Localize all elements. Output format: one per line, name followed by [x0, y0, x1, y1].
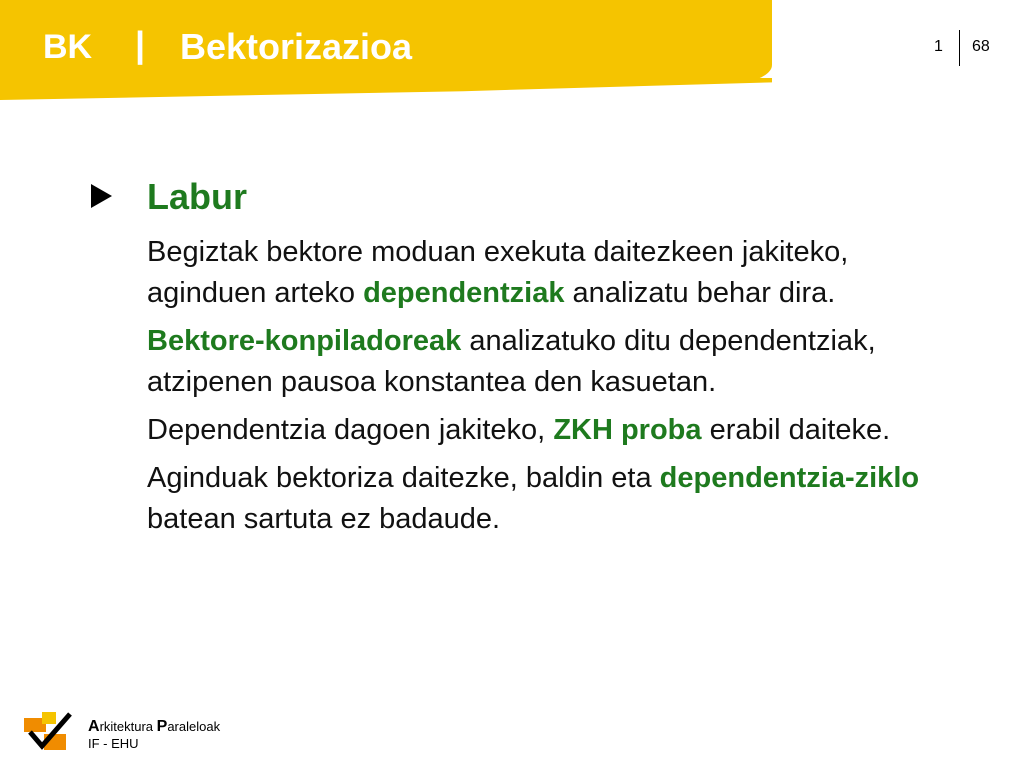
- paragraph-3: [147, 410, 967, 451]
- footer-faculty: IF - EHU: [88, 736, 139, 751]
- paragraph-text: erabil daiteke.: [701, 414, 891, 446]
- course-code: BK: [43, 28, 93, 66]
- slide-title: Bektorizazioa: [180, 26, 413, 67]
- paragraph-2: [147, 321, 967, 403]
- page-total: 68: [972, 38, 990, 55]
- slide-body: [147, 232, 967, 547]
- section-title: Labur: [147, 176, 248, 217]
- paragraph-1: [147, 232, 967, 314]
- paragraph-text: analizatuko ditu dependentziak, atzipenen pausoa konstantea den kasuetan.: [147, 325, 876, 398]
- page-divider: [959, 30, 960, 66]
- highlight-term: Bektore-konpiladoreak: [147, 325, 462, 357]
- paragraph-4: [147, 458, 967, 540]
- paragraph-text: batean sartuta ez badaude.: [147, 503, 501, 535]
- header-separator: |: [135, 24, 146, 65]
- paragraph-text: Dependentzia dagoen jakiteko,: [147, 414, 554, 446]
- highlight-term: dependentziak: [363, 277, 565, 309]
- highlight-term: dependentzia-ziklo: [659, 462, 920, 494]
- paragraph-text: analizatu behar dira.: [564, 277, 836, 309]
- paragraph-text: Begiztak bektore moduan exekuta daitezkeen jakiteko, aginduen arteko: [147, 236, 849, 309]
- page-current: 1: [934, 38, 943, 55]
- paragraph-text: Aginduak bektoriza daitezke, baldin eta: [147, 462, 660, 494]
- checkmark-logo-icon: [24, 712, 74, 752]
- footer-institution: Arkitektura Paraleloak: [88, 718, 221, 735]
- triangle-bullet-icon: [91, 184, 112, 208]
- highlight-term: ZKH proba: [553, 414, 702, 446]
